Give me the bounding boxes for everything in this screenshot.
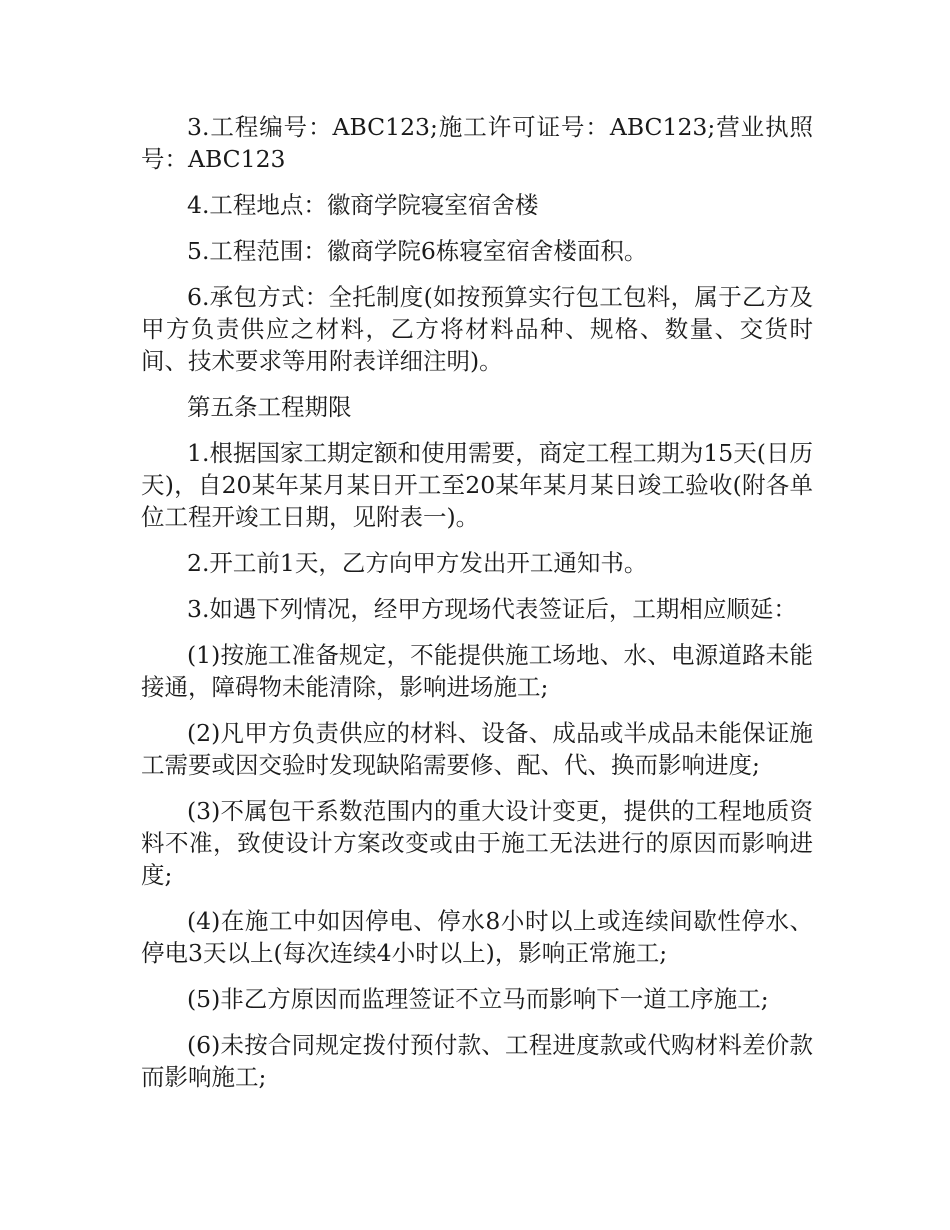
document-body	[141, 111, 813, 1107]
paragraph-extension-conditions: 3.如遇下列情况，经甲方现场代表签证后，工期相应顺延：	[187, 595, 797, 623]
list-item-condition-6: (6)未按合同规定拨付预付款、工程进度款或代购材料差价款而影响施工;	[141, 1031, 813, 1091]
paragraph-duration: 1.根据国家工期定额和使用需要，商定工程工期为15天(日历天)，自20某年某月某日开工至20某年某月某日竣工验收(附各单位工程开竣工日期，见附表一)。	[141, 439, 813, 531]
paragraph-project-location: 4.工程地点：徽商学院寝室宿舍楼	[187, 191, 539, 219]
list-item-condition-3: (3)不属包干系数范围内的重大设计变更，提供的工程地质资料不准，致使设计方案改变或由于施工无法进行的原因而影响进度;	[141, 797, 813, 889]
paragraph-contract-method: 6.承包方式：全托制度(如按预算实行包工包料，属于乙方及甲方负责供应之材料，乙方将材料品种、规格、数量、交货时间、技术要求等用附表详细注明)。	[141, 283, 813, 375]
list-item-condition-4: (4)在施工中如因停电、停水8小时以上或连续间歇性停水、停电3天以上(每次连续4小时以上)，影响正常施工;	[141, 907, 813, 967]
paragraph-project-scope: 5.工程范围：徽商学院6栋寝室宿舍楼面积。	[187, 237, 648, 265]
list-item-condition-2: (2)凡甲方负责供应的材料、设备、成品或半成品未能保证施工需要或因交验时发现缺陷需要修、配、代、换而影响进度;	[141, 719, 813, 779]
paragraph-project-number: 3.工程编号：ABC123;施工许可证号：ABC123;营业执照号：ABC123	[141, 113, 813, 173]
list-item-condition-1: (1)按施工准备规定，不能提供施工场地、水、电源道路未能接通，障碍物未能清除，影响进场施工;	[141, 641, 813, 701]
section-heading-article-5: 第五条工程期限	[187, 393, 352, 421]
paragraph-start-notice: 2.开工前1天，乙方向甲方发出开工通知书。	[187, 549, 648, 577]
list-item-condition-5: (5)非乙方原因而监理签证不立马而影响下一道工序施工;	[187, 985, 769, 1013]
